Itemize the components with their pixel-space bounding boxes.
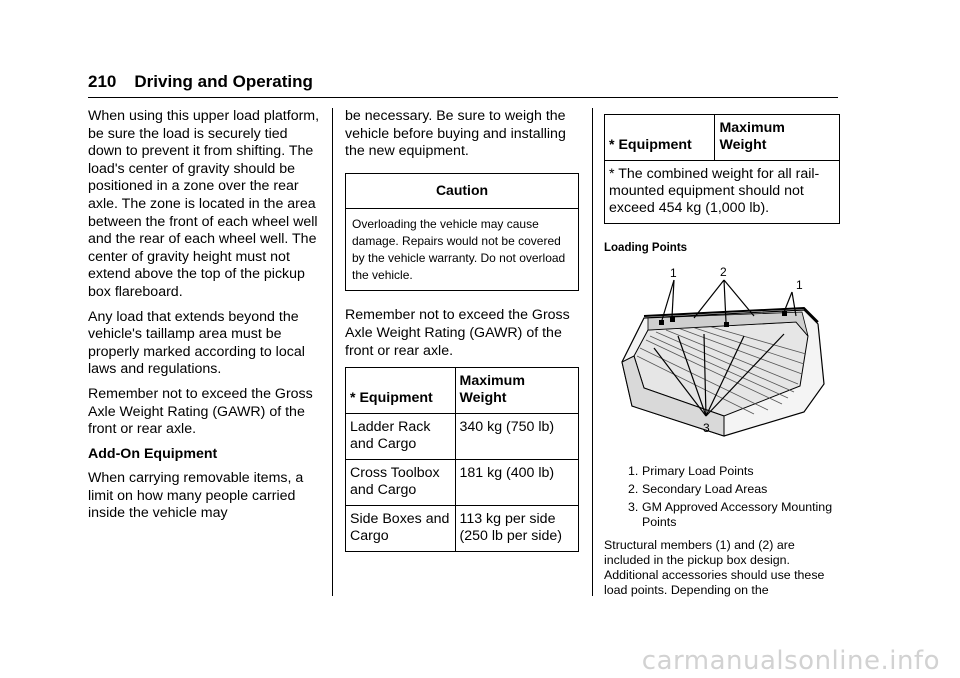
section-title: Driving and Operating — [134, 72, 313, 91]
column-2 — [345, 108, 579, 552]
table-cell: Side Boxes and Cargo — [346, 506, 456, 552]
table-cell: 340 kg (750 lb) — [455, 414, 579, 460]
paragraph: be necessary. Be sure to weigh the vehicle before buying and installing the new equipment. — [345, 108, 566, 160]
table-header-cell: * Equipment — [346, 368, 456, 414]
table-row — [605, 161, 840, 224]
paragraph: Remember not to exceed the Gross Axle Weight Rating (GAWR) of the front or rear axle. — [88, 385, 313, 438]
callout-list — [628, 464, 840, 530]
table-header-cell: Maximum Weight — [715, 115, 840, 161]
callout-label: 3 — [703, 420, 710, 435]
column-3 — [604, 114, 840, 605]
callout-label: 2 — [720, 265, 727, 279]
header-rule — [88, 97, 838, 98]
list-item: 1. Primary Load Points — [628, 463, 754, 478]
caution-box — [345, 173, 579, 292]
figure-title: Loading Points — [604, 242, 688, 254]
table-footnote: * The combined weight for all rail-mounted equipment should not exceed 454 kg (1,000 lb). — [605, 161, 840, 224]
equipment-weight-table — [345, 367, 579, 552]
table-cell: Ladder Rack and Cargo — [346, 414, 456, 460]
subheading-add-on-equipment: Add-On Equipment — [88, 445, 218, 462]
table-cell: Cross Toolbox and Cargo — [346, 460, 456, 506]
table-row — [346, 460, 579, 506]
pickup-box-illustration — [604, 266, 840, 456]
list-item: 3. GM Approved Accessory Mounting Points — [628, 499, 833, 529]
callout-label: 1 — [796, 277, 803, 292]
paragraph: Structural members (1) and (2) are included in the pickup box design. Additional accessories should use these load points. Depending on the — [604, 537, 825, 597]
table-header-cell: * Equipment — [605, 115, 715, 161]
table-cell: 181 kg (400 lb) — [455, 460, 579, 506]
paragraph: When using this upper load platform, be sure the load is securely tied down to prevent it from shifting. The load's center of gravity should be positioned in a zone over the rear axle. The zone is located in the area between the front of each wheel well and the rear of each wheel well. The center of gravity height must not extend above the top of the pickup box flareboard. — [88, 108, 320, 300]
table-header-cell: Maximum Weight — [455, 368, 579, 414]
caution-body: Overloading the vehicle may cause damage. Repairs would not be covered by the vehicle warranty. Do not overload the vehicle. — [352, 217, 566, 283]
paragraph: Remember not to exceed the Gross Axle Weight Rating (GAWR) of the front or rear axle. — [345, 307, 570, 359]
list-item: 2. Secondary Load Areas — [628, 481, 768, 496]
paragraph: When carrying removable items, a limit on how many people carried inside the vehicle may — [88, 470, 304, 522]
column-divider-1 — [332, 108, 333, 596]
watermark: carmanualsonline.info — [641, 646, 940, 676]
pickup-box-diagram — [604, 266, 840, 456]
column-divider-2 — [592, 108, 593, 596]
caution-title: Caution — [346, 174, 578, 210]
column-1 — [88, 108, 320, 530]
table-row — [346, 414, 579, 460]
page-number: 210 — [88, 72, 117, 91]
table-header-row — [346, 368, 579, 414]
table-header-row — [605, 115, 840, 161]
equipment-weight-table-continued — [604, 114, 840, 224]
page-header — [88, 72, 838, 92]
callout-label: 1 — [670, 265, 677, 280]
table-cell: 113 kg per side (250 lb per side) — [455, 506, 579, 552]
table-row — [346, 506, 579, 552]
paragraph: Any load that extends beyond the vehicle's taillamp area must be properly marked according to local laws and regulations. — [88, 308, 305, 378]
